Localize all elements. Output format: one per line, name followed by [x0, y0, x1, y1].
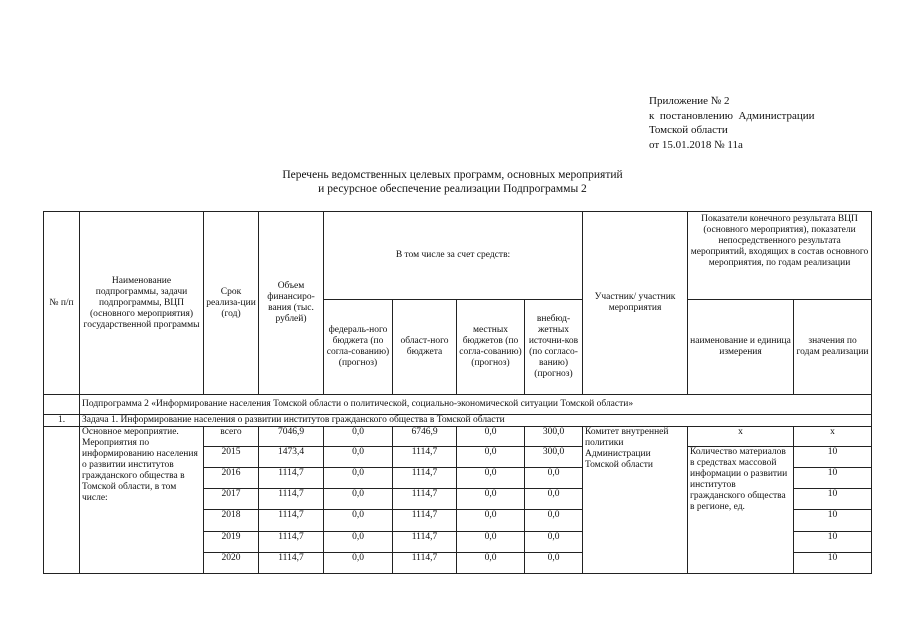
- appendix-block: [649, 94, 815, 152]
- header-volume: Объем финансиро-вания (тыс. рублей): [259, 212, 324, 395]
- federal-cell: 0,0: [324, 532, 393, 553]
- header-regional: област-ного бюджета: [393, 300, 457, 395]
- title-line: Перечень ведомственных целевых программ, основных мероприятий: [282, 169, 623, 181]
- appendix-line: Приложение № 2: [649, 95, 730, 107]
- header-participant: Участник/ участник мероприятия: [583, 212, 688, 395]
- task-title: Задача 1. Информирование населения о развитии институтов гражданского общества в Томской области: [80, 415, 872, 427]
- extra-cell: 0,0: [525, 468, 583, 489]
- federal-cell: 0,0: [324, 447, 393, 468]
- regional-cell: 1114,7: [393, 532, 457, 553]
- regional-cell: 6746,9: [393, 427, 457, 447]
- header-local: местных бюджетов (по согла-сованию) (прогноз): [457, 300, 525, 395]
- volume-cell: 1114,7: [259, 510, 324, 532]
- local-cell: 0,0: [457, 468, 525, 489]
- indicator-value-cell: 10: [794, 532, 872, 553]
- volume-cell: 1114,7: [259, 553, 324, 574]
- appendix-line: Томской области: [649, 124, 728, 136]
- regional-cell: 1114,7: [393, 553, 457, 574]
- year-cell: 2020: [204, 553, 259, 574]
- header-including: В том числе за счет средств:: [324, 212, 583, 300]
- volume-cell: 1473,4: [259, 447, 324, 468]
- indicator-value-cell: 10: [794, 489, 872, 510]
- volume-cell: 1114,7: [259, 468, 324, 489]
- volume-cell: 7046,9: [259, 427, 324, 447]
- indicator-value-cell: 10: [794, 468, 872, 489]
- subprogram-title: Подпрограмма 2 «Информирование населения Томской области о политической, социально-экономической ситуации Томской области»: [80, 395, 872, 415]
- event-num: [44, 427, 80, 574]
- year-cell: 2017: [204, 489, 259, 510]
- year-cell: 2015: [204, 447, 259, 468]
- header-num: № п/п: [44, 212, 80, 395]
- header-indicator-values: значения по годам реализации: [794, 300, 872, 395]
- volume-cell: 1114,7: [259, 532, 324, 553]
- participant-cell: Комитет внутренней политики Администрации Томской области: [583, 427, 688, 574]
- event-row: [44, 427, 872, 447]
- year-cell: 2019: [204, 532, 259, 553]
- program-table: [43, 211, 872, 574]
- volume-cell: 1114,7: [259, 489, 324, 510]
- subprogram-row: [44, 395, 872, 415]
- year-cell: всего: [204, 427, 259, 447]
- extra-cell: 0,0: [525, 489, 583, 510]
- local-cell: 0,0: [457, 489, 525, 510]
- local-cell: 0,0: [457, 510, 525, 532]
- extra-cell: 0,0: [525, 510, 583, 532]
- appendix-line: от 15.01.2018 № 11а: [649, 138, 743, 151]
- event-name: Основное мероприятие. Мероприятия по информированию населения о развитии институтов гражданского общества в Томской области, в том числе:: [80, 427, 204, 574]
- header-federal: федераль-ного бюджета (по согла-сованию) (прогноз): [324, 300, 393, 395]
- local-cell: 0,0: [457, 427, 525, 447]
- subprogram-num: [44, 395, 80, 415]
- indicator-value-cell: 10: [794, 510, 872, 532]
- header-extra: внебюд-жетных источни-ков (по согласо-ванию) (прогноз): [525, 300, 583, 395]
- federal-cell: 0,0: [324, 427, 393, 447]
- indicator-value-cell: 10: [794, 447, 872, 468]
- federal-cell: 0,0: [324, 489, 393, 510]
- header-indicator-name: наименование и единица измерения: [688, 300, 794, 395]
- indicator-name-x: х: [688, 427, 794, 447]
- extra-cell: 300,0: [525, 427, 583, 447]
- header-indicators: Показатели конечного результата ВЦП (основного мероприятия), показатели непосредственного результата мероприятий, входящих в состав основного мероприятия, по годам реализации: [688, 212, 872, 300]
- appendix-line: к постановлению Администрации: [649, 109, 815, 122]
- regional-cell: 1114,7: [393, 510, 457, 532]
- extra-cell: 300,0: [525, 447, 583, 468]
- title-line: и ресурсное обеспечение реализации Подпрограммы 2: [318, 183, 587, 195]
- indicator-value-cell: 10: [794, 553, 872, 574]
- local-cell: 0,0: [457, 553, 525, 574]
- federal-cell: 0,0: [324, 553, 393, 574]
- header-row: [44, 212, 872, 300]
- local-cell: 0,0: [457, 447, 525, 468]
- regional-cell: 1114,7: [393, 489, 457, 510]
- regional-cell: 1114,7: [393, 468, 457, 489]
- year-cell: 2018: [204, 510, 259, 532]
- extra-cell: 0,0: [525, 553, 583, 574]
- extra-cell: 0,0: [525, 532, 583, 553]
- indicator-value-cell: х: [794, 427, 872, 447]
- header-name: Наименование подпрограммы, задачи подпрограммы, ВЦП (основного мероприятия) государственной программы: [80, 212, 204, 395]
- indicator-name-cell: Количество материалов в средствах массовой информации о развитии институтов гражданского общества в регионе, ед.: [688, 447, 794, 574]
- header-term: Срок реализа-ции (год): [204, 212, 259, 395]
- local-cell: 0,0: [457, 532, 525, 553]
- task-row: [44, 415, 872, 427]
- task-num: 1.: [44, 415, 80, 427]
- document-title: [0, 168, 905, 196]
- federal-cell: 0,0: [324, 510, 393, 532]
- year-cell: 2016: [204, 468, 259, 489]
- regional-cell: 1114,7: [393, 447, 457, 468]
- federal-cell: 0,0: [324, 468, 393, 489]
